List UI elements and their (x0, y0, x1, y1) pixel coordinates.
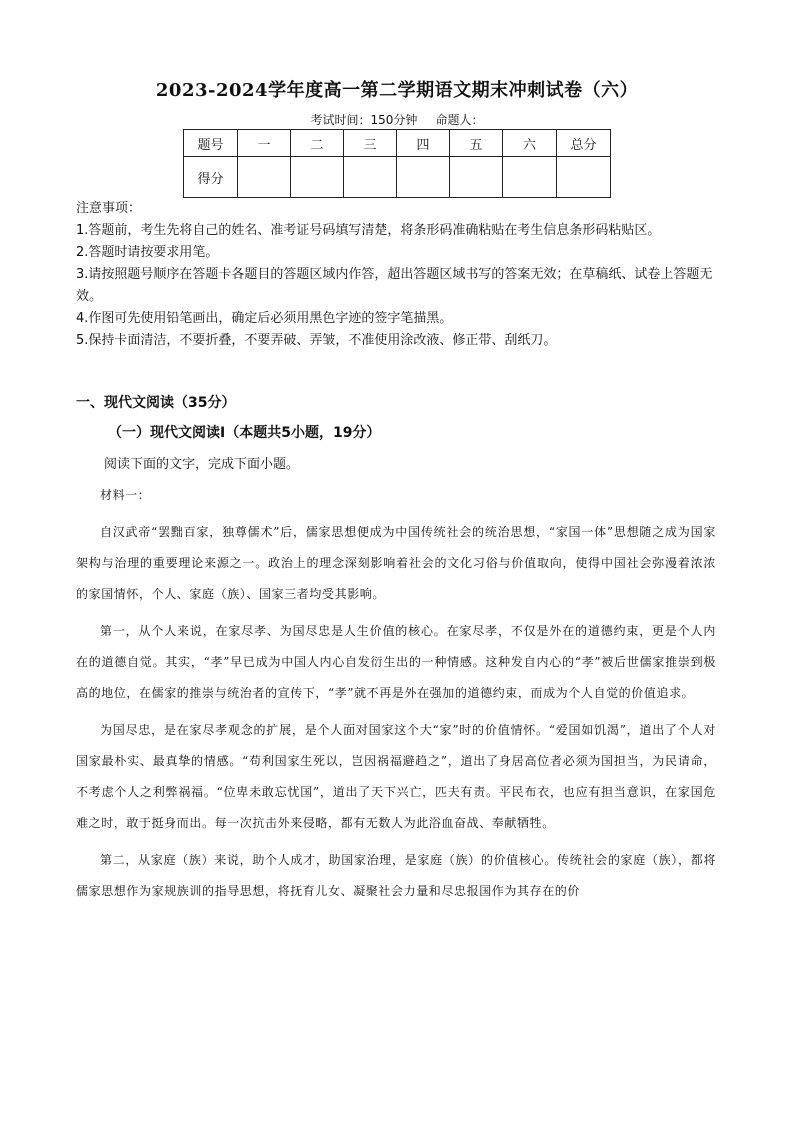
notes-item: 1.答题前，考生先将自己的姓名、准考证号码填写清楚，将条形码准确粘贴在考生信息条形码粘贴区。 (76, 223, 661, 238)
reading-instruction: 阅读下面的文字，完成下面小题。 (104, 457, 300, 472)
notes-item: 3.请按照题号顺序在答题卡各题目的答题区域内作答，超出答题区域书写的答案无效；在草稿纸、试卷上答题无效。 (76, 267, 713, 304)
score-table-score-row (184, 157, 611, 198)
score-table-head-row (184, 130, 611, 157)
score-table-head-cell: 五 (450, 130, 503, 157)
score-table-head-cell: 二 (291, 130, 344, 157)
notes-item: 2.答题时请按要求用笔。 (76, 245, 219, 260)
score-table (183, 129, 611, 198)
material-label: 材料一： (100, 488, 151, 502)
score-blank-cell (238, 157, 291, 198)
score-blank-cell (557, 157, 611, 198)
passage-paragraph: 第一，从个人来说，在家尽孝、为国尽忠是人生价值的核心。在家尽孝，不仅是外在的道德约束，更是个人内在的道德自觉。其实，“孝”早已成为中国人内心自发衍生出的一种情感。这种发自内心的“孝”被后世儒家推崇到极高的地位，在儒家的推崇与统治者的宣传下，“孝”就不再是外在强加的道德约束，而成为个人自觉的价值追求。 (76, 624, 716, 700)
score-blank-cell (503, 157, 557, 198)
score-label-cell: 得分 (184, 157, 238, 198)
score-blank-cell (450, 157, 503, 198)
exam-time: 考试时间：150分钟 (310, 113, 418, 127)
passage-paragraph: 自汉武帝“罢黜百家，独尊儒术”后，儒家思想便成为中国传统社会的统治思想，“家国一体”思想随之成为国家架构与治理的重要理论来源之一。政治上的理念深刻影响着社会的文化习俗与价值取向，使得中国社会弥漫着浓浓的家国情怀，个人、家庭（族）、国家三者均受其影响。 (76, 525, 716, 601)
score-table-head-cell: 六 (503, 130, 557, 157)
exam-title: 2023-2024学年度高一第二学期语文期末冲刺试卷（六） (155, 80, 639, 101)
score-blank-cell (344, 157, 397, 198)
passage-paragraph: 第二，从家庭（族）来说，助个人成才，助国家治理，是家庭（族）的价值核心。传统社会的家庭（族），都将儒家思想作为家规族训的指导思想，将抚育儿女、凝聚社会力量和尽忠报国作为其存在的价 (76, 853, 716, 898)
subsection-heading: （一）现代文阅读Ⅰ（本题共5小题，19分） (108, 425, 381, 441)
reading-passage (76, 480, 716, 907)
score-blank-cell (397, 157, 450, 198)
score-table-head-cell: 总分 (557, 130, 611, 157)
score-table-head-cell: 三 (344, 130, 397, 157)
notes-item: 4.作图可先使用铅笔画出，确定后必须用黑色字迹的签字笔描黑。 (76, 311, 453, 326)
notes-item: 5.保持卡面清洁，不要折叠，不要弄破、弄皱，不准使用涂改液、修正带、刮纸刀。 (76, 333, 557, 348)
score-table-head-cell: 四 (397, 130, 450, 157)
exam-info (0, 111, 794, 128)
score-table-head-cell: 一 (238, 130, 291, 157)
score-table-head-cell: 题号 (184, 130, 238, 157)
score-blank-cell (291, 157, 344, 198)
question-setter: 命题人： (435, 113, 484, 127)
exam-notes (76, 198, 726, 352)
notes-heading: 注意事项： (76, 201, 142, 216)
passage-paragraph: 为国尽忠，是在家尽孝观念的扩展，是个人面对国家这个大“家”时的价值情怀。“爱国如饥渴”，道出了个人对国家最朴实、最真挚的情感。“苟利国家生死以，岂因祸福避趋之”，道出了身居高位者必须为国担当，为民请命，不考虑个人之利弊祸福。“位卑未敢忘忧国”，道出了天下兴亡，匹夫有责。平民布衣，也应有担当意识，在家国危难之时，敢于挺身而出。每一次抗击外来侵略，都有无数人为此浴血奋战、奉献牺牲。 (76, 723, 716, 830)
section-heading: 一、现代文阅读（35分） (76, 395, 236, 411)
